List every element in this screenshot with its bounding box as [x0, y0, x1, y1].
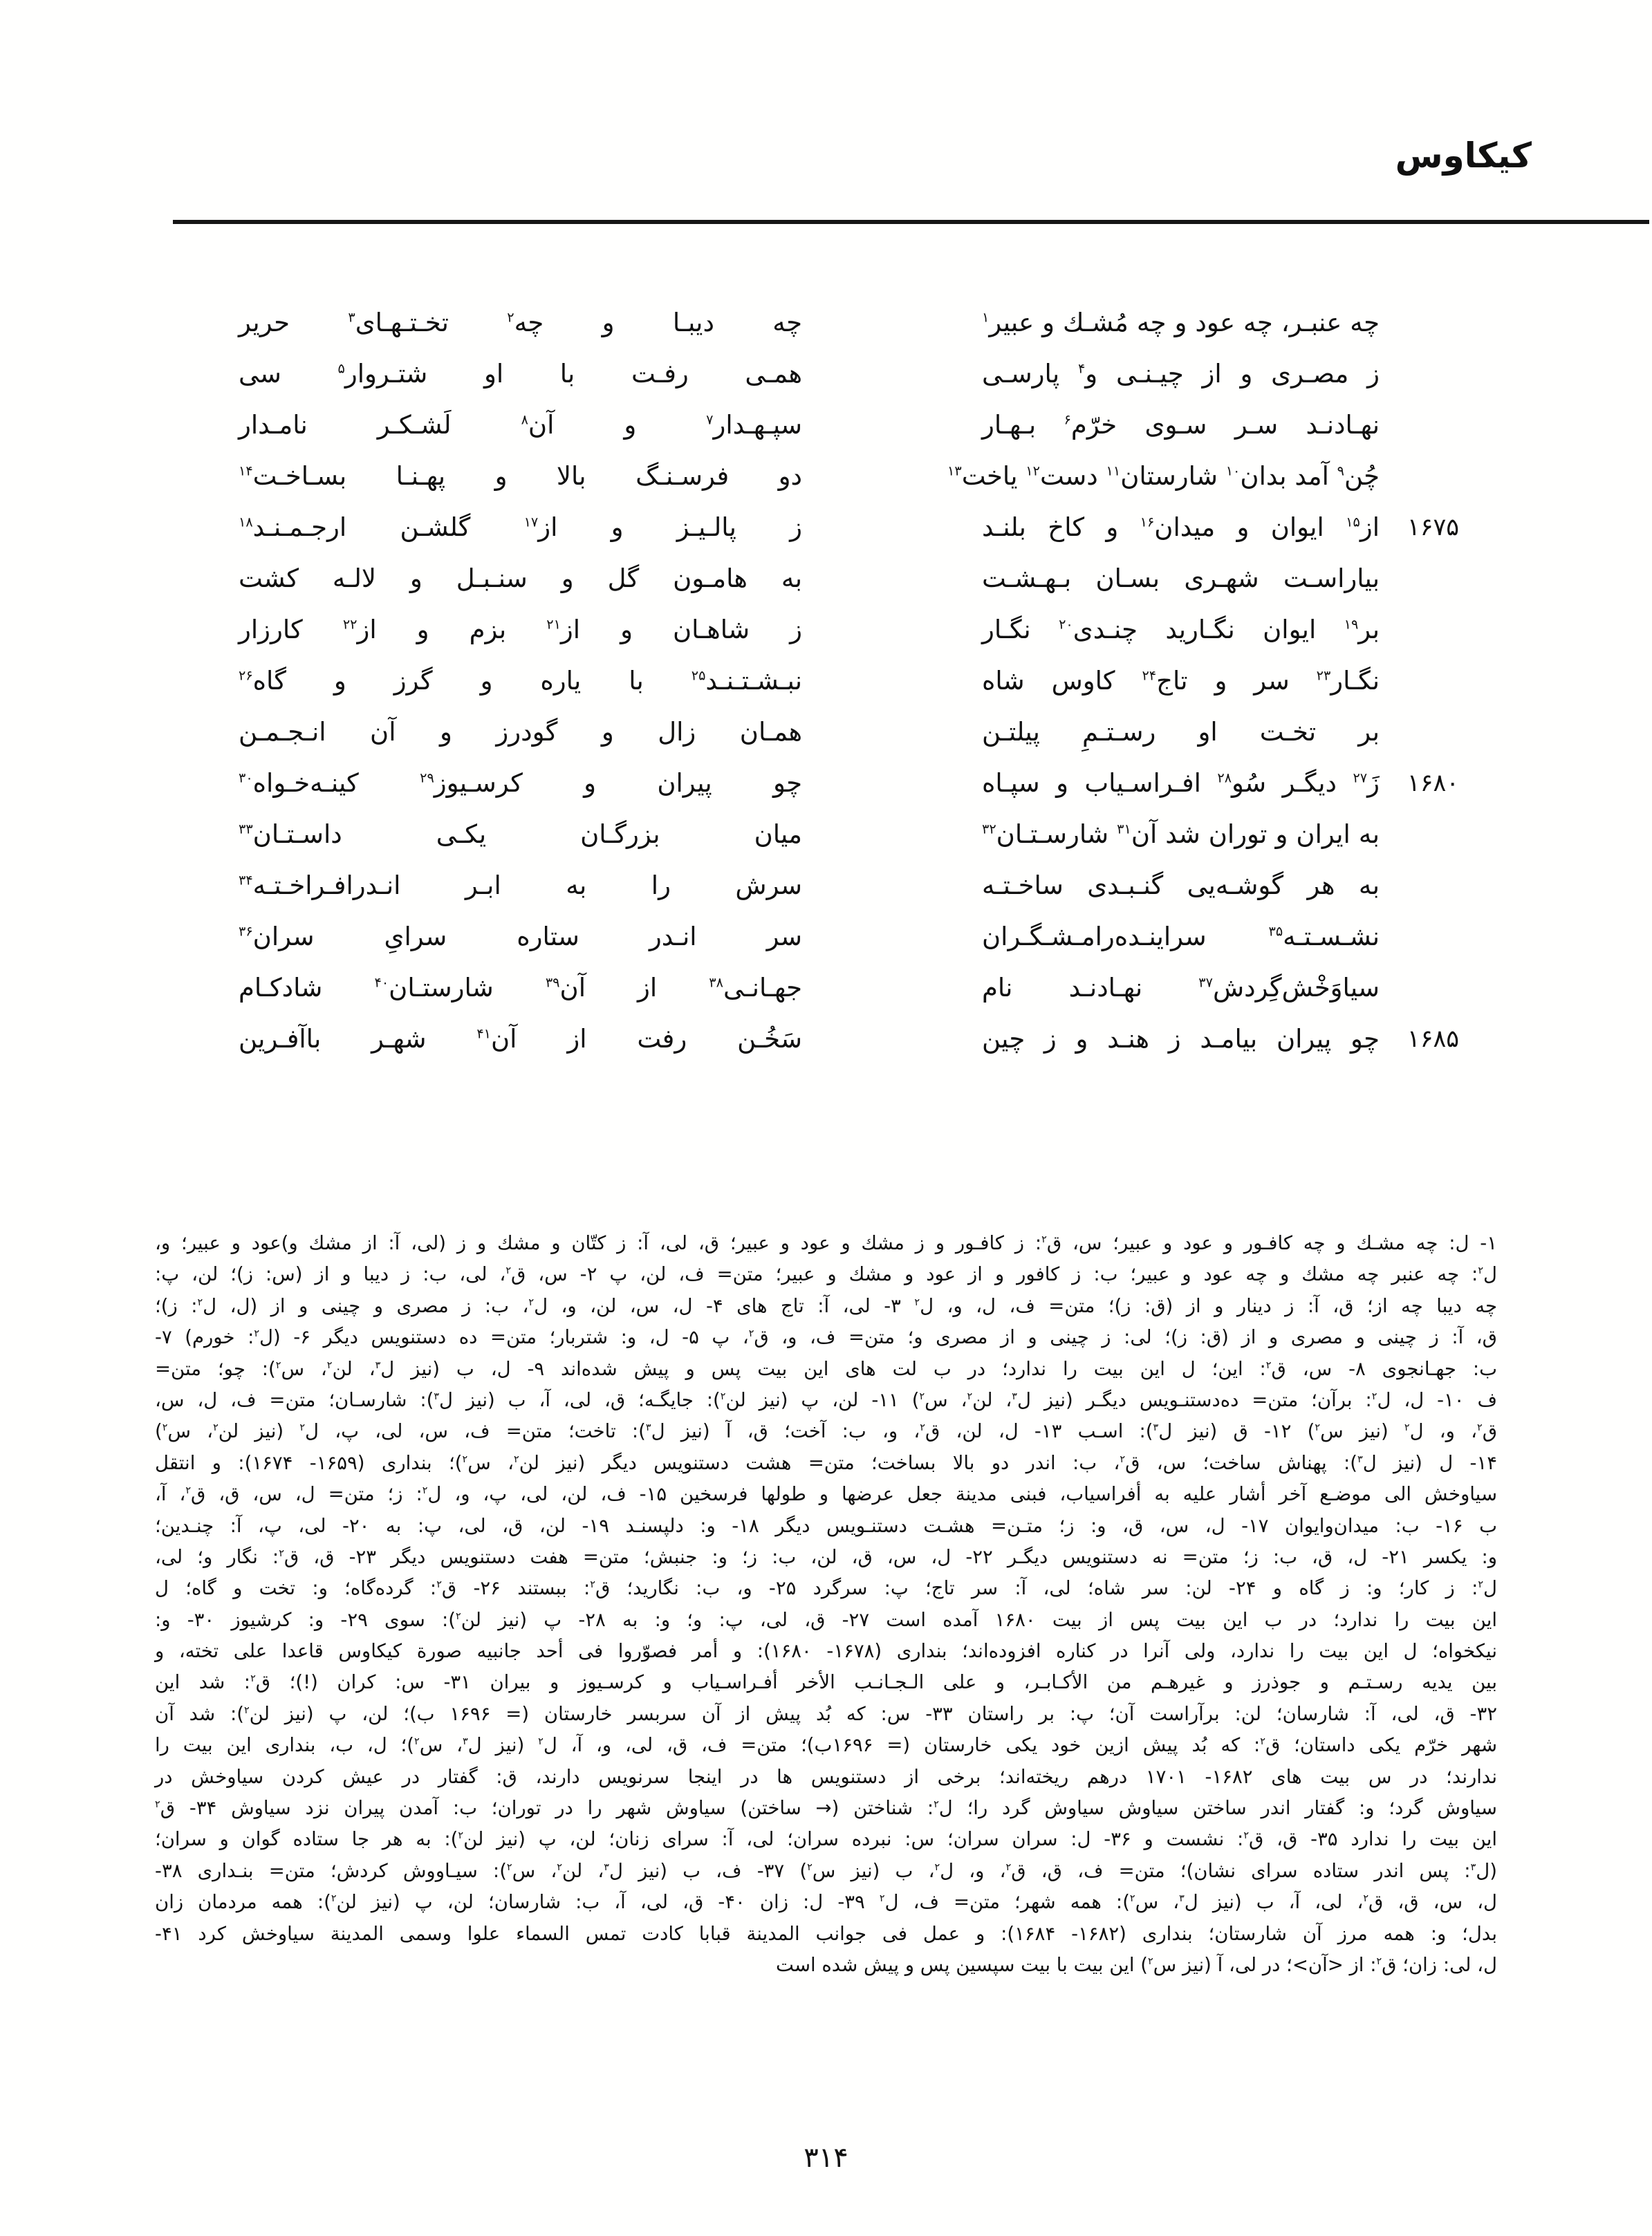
- poem-row: [0, 860, 1652, 911]
- hemistich-first: سياوَخْش‌گِردش$^{۳۷}$ نهـادنـد نام: [982, 973, 1380, 1003]
- apparatus-line: ق، آ: ز چينى و مصرى و از (ق: ز)؛ لى: ز چينى و از مصرى و؛ متن= ف، و، ق$^۲$، پ ۵- ل، و: شتربار؛ متن= ده دستنويس ديگر ۶- (ل$^۲$: خورم) ۷-: [155, 1326, 1497, 1349]
- poem-row: [0, 962, 1652, 1014]
- apparatus-line: ۳۲- ق، لى، آ: شارسان؛ لن: برآراست آن؛ پ: بر راستان ۳۳- س: كه بُد پيش از آن سربسر خارستان (= ۱۶۹۶ ب)؛ لن، پ (نيز لن$^۲$): شد آن: [155, 1702, 1497, 1725]
- poem-row: [0, 758, 1652, 809]
- poem-row: [0, 604, 1652, 655]
- poem-row: [0, 297, 1652, 348]
- verse-number: ۱۶۸۵: [1407, 1025, 1460, 1053]
- hemistich-second: سر انـدر ستاره سراىِ سران$^{۳۶}$: [239, 922, 802, 951]
- hemistich-second: سپـهـدار$^۷$ و آن$^۸$ لَشـكـر نامـدار: [239, 410, 802, 440]
- hemistich-first: نهـادنـد سـر سـوى خرّم$^۶$ بـهـار: [982, 410, 1380, 440]
- verse-number: [1393, 451, 1473, 502]
- hemistich-second: به هامـون گل و سنـبـل و لالـه كشت: [239, 563, 802, 593]
- verse-number: [1393, 604, 1473, 655]
- apparatus-line: نيكخواه؛ ل اين بيت را ندارد، ولى آنرا در كناره افزوده‌اند؛ بندارى (۱۶۷۸- ۱۶۸۰): و أمر فصوّروا فى أحد جانبيه صورة كيكاوس قاعدا على تخته، و: [155, 1640, 1497, 1663]
- apparatus-line: ۱- ل: چه مشـك و چه كافـور و عود و عبير؛ س، ق$^۲$: ز كافـور و ز مشك و عود و عبير؛ ق، لى، آ: ز كتّان و مشك و ز (لى، آ: از مشك و)عود و عبير؛ و،: [155, 1232, 1497, 1254]
- poem-row: [0, 502, 1652, 553]
- verse-number: [1393, 860, 1473, 911]
- verse-number: [1393, 707, 1473, 758]
- hemistich-first: به ايران و توران شد آن$^{۳۱}$ شارسـتـان$^{۳۲}$: [982, 819, 1380, 849]
- hemistich-second: نبـشـتـنـد$^{۲۵}$ با ياره و گرز و گاه$^{۲۶}$: [239, 666, 802, 696]
- apparatus-line: ۱۴- ل (نيز ل$^۳$): پهناش ساخت؛ س، ق$^۲$، ب: اندر دو بالا بساخت؛ متن= هشت دستنويس ديگر (نيز لن$^۲$، س$^۲$)؛ بندارى (۱۶۵۹- ۱۶۷۴): و انتقل: [155, 1451, 1498, 1474]
- apparatus-line: چه ديبا چه از؛ ق، آ: ز دينار و از (ق: ز)؛ متن= ف، ل، و، ل$^۲$ ۳- لى، آ: تاج هاى ۴- ل، س، لن، و، ل$^۲$، ب: ز مصرى و چينى و از (ل، ل$^۲$: ز)؛: [155, 1294, 1498, 1317]
- page-title: كيكاوس: [1395, 136, 1532, 176]
- hemistich-first: نگـار$^{۲۳}$ سر و تاج$^{۲۴}$ كاوس شاه: [982, 666, 1380, 696]
- poem-row: [0, 655, 1652, 707]
- apparatus-line: ق$^۲$، و، ل$^۲$ (نيز س$^۲$) ۱۲- ق (نيز ل$^۳$): اسـب ۱۳- ل، لن، ق$^۲$، و، ب: آخت؛ ق، آ (نيز ل$^۳$): تاخت؛ متن= ف، س، لى، پ، ل$^۲$ (نيز لن$^۲$، س$^۲$): [155, 1420, 1498, 1443]
- apparatus-line: ل$^۲$: چه عنبر چه مشك و چه عود و عبير؛ ب: ز كافور و از عود و مشك و عبير؛ متن= ف، لن، پ ۲- س، ق$^۲$، لى، ب: ز ديبا و از (س: ز)؛ لن، پ:: [155, 1263, 1497, 1286]
- verse-number: [1393, 348, 1473, 400]
- apparatus-line: (ل$^۳$: پس اندر ستاده سراى نشان)؛ متن= ف، ق، ق$^۲$، و، ل$^۲$، ب (نيز س$^۲$) ۳۷- ف، ب (نيز ل$^۳$، لن$^۲$، س$^۲$): سيـاووش كردش؛ متن= بنـدارى ۳۸-: [155, 1859, 1497, 1882]
- poem-row: [0, 707, 1652, 758]
- poem-row: [0, 1014, 1652, 1065]
- apparatus-line: ف ۱۰- ل، ل$^۲$: برآن؛ متن= ده‌دستنـويس ديگـر (نيز ل$^۳$، لن$^۲$، س$^۲$) ۱۱- لن، پ (نيز لن$^۲$): جايگـه؛ ق، لى، آ، ب (نيز ل$^۳$): شارسـان؛ متن= ف، ل، س،: [155, 1388, 1497, 1411]
- apparatus-footnotes: [155, 1228, 1497, 1981]
- verse-number: [1393, 962, 1473, 1014]
- verse-number: [1393, 655, 1473, 707]
- header-rule: [173, 220, 1649, 224]
- apparatus-line: سياوخش الى موضـع آخر أشار عليه به أفراسياب، فبنى مدينة جعل عرضها و طولها فرسخين ۱۵- ف، لن، لى، پ، و، ل$^۲$: ز؛ متن= ل، س، ق، ق$^۲$، آ،: [155, 1483, 1497, 1506]
- apparatus-line: شهر خرّم يكى داستان؛ ق$^۲$: كه بُد پيش ازين خود يكى خارستان (= ۱۶۹۶ب)؛ متن= ف، ق، لى، و، آ، ل$^۲$ (نيز ل$^۳$، س$^۲$)؛ ل، ب، بندارى اين بيت را: [155, 1734, 1497, 1757]
- hemistich-second: چو پيران و كرسـيوز$^{۲۹}$ كينـه‌خـواه$^{۳۰}$: [239, 768, 802, 798]
- apparatus-line: اين بيت را ندارد ۳۵- ق، ق$^۲$: نشست و ۳۶- ل: سران سران؛ س: نبرده سران؛ لى، آ: سراى زنان؛ لن، پ (نيز لن$^۲$): به هر جا ستاده گوان و سران؛: [155, 1828, 1497, 1851]
- apparatus-line: سياوش گرد؛ و: گفتار اندر ساختن سياوش سياوش گرد را؛ ل$^۲$: شناختن (→ ساختن) سياوش شهر را در توران؛ ب: آمدن پيران نزد سياوش ۳۴- ق$^۲$: [155, 1797, 1497, 1820]
- apparatus-line: ل، لى: زان؛ ق$^۲$: از <آن>؛ در لى، آ (نيز س$^۲$) اين بيت با بيت سپسين پس و پيش شده است: [775, 1953, 1497, 1976]
- verse-number: [1393, 297, 1473, 348]
- hemistich-second: همـى رفـت با او شتـروار$^۵$ سى: [239, 359, 802, 389]
- hemistich-second: سرش را به ابـر انـدرافـراخـتـه$^{۳۴}$: [239, 870, 802, 900]
- hemistich-first: زَ$^{۲۷}$ ديگـر سُو$^{۲۸}$ افـراسـياب و سپـاه: [982, 768, 1380, 798]
- hemistich-first: بر$^{۱۹}$ ايوان نگـاريد چنـدى$^{۲۰}$ نگـار: [982, 615, 1380, 644]
- verse-number: [1393, 911, 1473, 962]
- page-number: ۳۱۴: [804, 2142, 848, 2174]
- apparatus-line: ب ۱۶- ب: ميدان‌وايوان ۱۷- ل، س، ق، و: ز؛ متـن= هشـت دستنـويس ديگر ۱۸- و: دلپسنـد ۱۹- لن، ق، لى، پ: به ۲۰- لى، پ، آ: چنـدين؛: [155, 1514, 1497, 1537]
- poem-row: [0, 553, 1652, 604]
- hemistich-first: چه عنبـر، چه عود و چه مُشـك و عبير$^۱$: [982, 308, 1380, 337]
- hemistich-first: نشـسـتـه$^{۳۵}$ سراينـده‌رامـشـگـران: [982, 922, 1380, 951]
- apparatus-line: بدل؛ و: همه مرز آن شارستان؛ بندارى (۱۶۸۲- ۱۶۸۴): و عمل فى جوانب المدينة قبابا كادت تمس السماء علوا وسمى المدينة سياوخش كرد ۴۱-: [155, 1922, 1497, 1945]
- hemistich-second: همـان زال و گودرز و آن انـجـمـن: [239, 717, 802, 747]
- poem-row: [0, 911, 1652, 962]
- verse-number: [1393, 553, 1473, 604]
- verse-number: ۱۶۸۰: [1407, 770, 1460, 797]
- poem: [0, 297, 1652, 1065]
- hemistich-second: ز شاهـان و از$^{۲۱}$ بزم و از$^{۲۲}$ كارزار: [239, 615, 802, 644]
- hemistich-second: ز پالـيـز و از$^{۱۷}$ گلشـن ارجـمـنـد$^{۱۸}$: [239, 512, 802, 542]
- hemistich-first: ز مصـرى و از چيـنـى و$^۴$ پارسـى: [982, 359, 1380, 389]
- poem-row: [0, 400, 1652, 451]
- apparatus-line: ل$^۲$: ز كار؛ و: ز گاه و ۲۴- لن: سر شاه؛ لى، آ: سر تاج؛ پ: سرگرد ۲۵- و، ب: نگاريد؛ ق$^۲$: ببستند ۲۶- ق$^۲$: گرده‌گاه؛ و: تخت و گاه؛ ل: [155, 1577, 1498, 1600]
- hemistich-second: دو فرسـنـگ بالا و پهـنـا بسـاخـت$^{۱۴}$: [239, 461, 802, 491]
- apparatus-line: ل، س، ق، ق$^۲$، لى، آ، ب (نيز ل$^۳$، س$^۲$): همه شهر؛ متن= ف، ل$^۲$ ۳۹- ل: زان ۴۰- ق، لى، آ، ب: شارسان؛ لن، پ (نيز لن$^۲$): همه مردمان زان: [155, 1891, 1498, 1914]
- hemistich-first: بر تخـت او رسـتـمِ پيلتـن: [982, 717, 1380, 747]
- hemistich-second: جهـانـى$^{۳۸}$ از آن$^{۳۹}$ شارستـان$^{۴۰}$ شادكـام: [239, 973, 802, 1003]
- apparatus-line: بين يديه رسـتـم و جوذرز و غيرهـم من الأكـابـر، و على الـجـانـب الأخر أفـراسـياب و كرسـيوز و بيران ۳۱- س: كران (!)؛ ق$^۲$: شد اين: [155, 1671, 1497, 1694]
- verse-number: [1393, 400, 1473, 451]
- verse-number: ۱۶۷۵: [1407, 514, 1460, 541]
- hemistich-first: به هر گوشـه‌يى گنـبـدى ساخـتـه: [982, 870, 1380, 900]
- poem-row: [0, 451, 1652, 502]
- poem-row: [0, 809, 1652, 860]
- hemistich-second: سَخُـن رفت از آن$^{۴۱}$ شهـر باآفـرين: [239, 1024, 802, 1054]
- apparatus-line: ندارند؛ در س بيت هاى ۱۶۸۲- ۱۷۰۱ درهم ريخته‌اند؛ برخى از دستنويس ها در اينجا سرنويس دارند، ق: گفتار در عيش كردن سياوخش در: [155, 1765, 1497, 1788]
- hemistich-first: بياراسـت شهـرى بسـان بـهـشـت: [982, 563, 1380, 593]
- hemistich-second: چه ديبـا و چه$^۲$ تخـتـهـاى$^۳$ حرير: [239, 308, 803, 337]
- apparatus-line: اين بيت را ندارد؛ در ب اين بيت پس از بيت ۱۶۸۰ آمده است ۲۷- ق، لى، پ: و؛ و: به ۲۸- پ (نيز لن$^۲$): سوى ۲۹- و: كرشيوز ۳۰- و:: [155, 1608, 1497, 1631]
- hemistich-second: ميان بزرگـان يكـى داسـتـان$^{۳۳}$: [239, 819, 802, 849]
- apparatus-line: ب: جهـانجوى ۸- س، ق$^۲$: اين؛ ل اين بيت را ندارد؛ در ب لت هاى اين بيت پس و پيش شده‌اند ۹- ل، ب (نيز ل$^۳$، لن$^۲$، س$^۲$): چو؛ متن=: [155, 1357, 1497, 1380]
- poem-row: [0, 348, 1652, 400]
- hemistich-first: چو پيران بيامـد ز هنـد و ز چين: [982, 1024, 1380, 1054]
- hemistich-first: چُن$^۹$ آمد بدان$^{۱۰}$ شارستان$^{۱۱}$ دست$^{۱۲}$ ياخت$^{۱۳}$: [947, 461, 1380, 491]
- hemistich-first: از$^{۱۵}$ ايوان و ميدان$^{۱۶}$ و كاخ بلنـد: [982, 512, 1380, 542]
- apparatus-line: و: يكسر ۲۱- ل، ق، ب: ز؛ متن= نه دستنويس ديگـر ۲۲- ل، س، ق، لن، ب: ز؛ و: جنبش؛ متن= هفت دستنويس ديگر ۲۳- ق، ق$^۲$: نگار و؛ لى،: [155, 1545, 1497, 1568]
- verse-number: [1393, 809, 1473, 860]
